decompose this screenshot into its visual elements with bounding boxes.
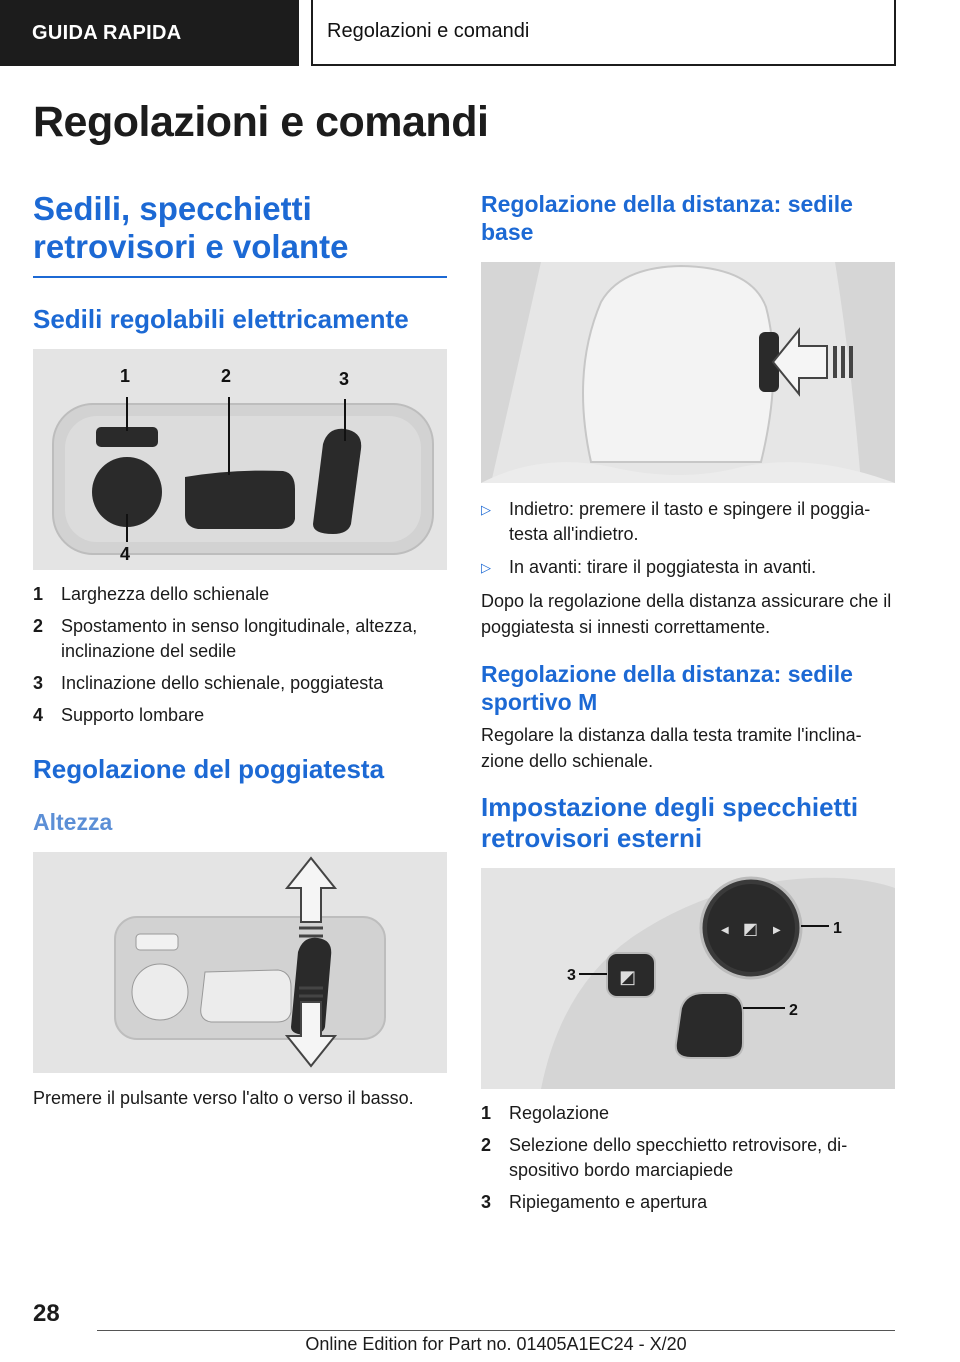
triangle-bullet-icon: ▷ <box>481 502 491 517</box>
seat-callout-3: 3 <box>339 369 350 389</box>
distance-sport-text: Regolare la distanza dalla testa tramite l'inclinazione dello schienale. <box>481 725 862 771</box>
list-item: 1 Larghezza dello schienale <box>33 584 270 604</box>
distance-base-note: Dopo la regolazione della distanza assicurare che il poggiatesta si innesti correttamente. <box>481 591 892 637</box>
svg-text:◀: ◀ <box>721 925 729 936</box>
list-item: 3 Ripiegamento e apertura <box>481 1192 708 1212</box>
page-title: Regolazioni e comandi <box>33 98 489 146</box>
seat-callout-2: 2 <box>221 366 232 386</box>
svg-text:◩: ◩ <box>619 967 637 988</box>
seat-callout-1: 1 <box>120 366 131 386</box>
list-item: ▷ Indietro: premere il tasto e spingere il poggiatesta all'indietro. <box>481 499 871 544</box>
seats-heading: Sedili regolabili elettricamente <box>33 304 409 334</box>
mirror-callout-1: 1 <box>833 920 842 937</box>
headrest-heading: Regolazione del poggiatesta <box>33 754 385 784</box>
section-heading: Sedili, specchietti retrovisori e volante <box>33 190 447 278</box>
headrest-distance-illustration <box>481 262 895 483</box>
distance-base-heading: Regolazione della distanza: sedile base <box>481 191 853 245</box>
list-item: 2 Spostamento in senso longitudinale, altezza, inclinazione del sedile <box>33 616 418 661</box>
mirror-controls-illustration <box>481 868 895 1089</box>
page-number: 28 <box>33 1300 60 1327</box>
svg-text:◩: ◩ <box>743 919 759 938</box>
height-instruction: Premere il pulsante verso l'alto o verso il basso. <box>33 1088 414 1108</box>
list-item: 4 Supporto lombare <box>33 705 205 725</box>
list-item: ▷ In avanti: tirare il poggiatesta in avanti. <box>481 555 895 580</box>
mirror-callout-3: 3 <box>567 967 576 984</box>
seat-callout-4: 4 <box>120 544 131 564</box>
height-heading: Altezza <box>33 809 113 835</box>
svg-text:▶: ▶ <box>773 925 781 936</box>
right-column <box>481 190 895 1222</box>
headrest-height-illustration <box>33 852 447 1073</box>
left-column <box>33 190 447 1111</box>
list-item: 1 Regolazione <box>481 1103 610 1123</box>
header-chapter-title: Regolazioni e comandi <box>311 0 896 66</box>
mirror-items-list <box>481 1101 895 1215</box>
footer-divider <box>97 1330 895 1331</box>
list-item: 2 Selezione dello specchietto retrovisore, dispositivo bordo marciapiede <box>481 1135 848 1180</box>
header-section-tab: GUIDA RAPIDA <box>0 0 299 66</box>
mirror-heading: Impostazione degli specchietti retrovisori esterni <box>481 792 859 853</box>
seat-items-list <box>33 582 447 728</box>
triangle-bullet-icon: ▷ <box>481 560 491 575</box>
distance-sport-heading: Regolazione della distanza: sedile sportivo M <box>481 661 853 715</box>
mirror-callout-2: 2 <box>789 1002 798 1019</box>
seat-controls-illustration <box>33 349 447 570</box>
footer-edition: Online Edition for Part no. 01405A1EC24 - X/20 <box>305 1334 687 1354</box>
list-item: 3 Inclinazione dello schienale, poggiatesta <box>33 673 384 693</box>
distance-base-list <box>481 497 895 580</box>
